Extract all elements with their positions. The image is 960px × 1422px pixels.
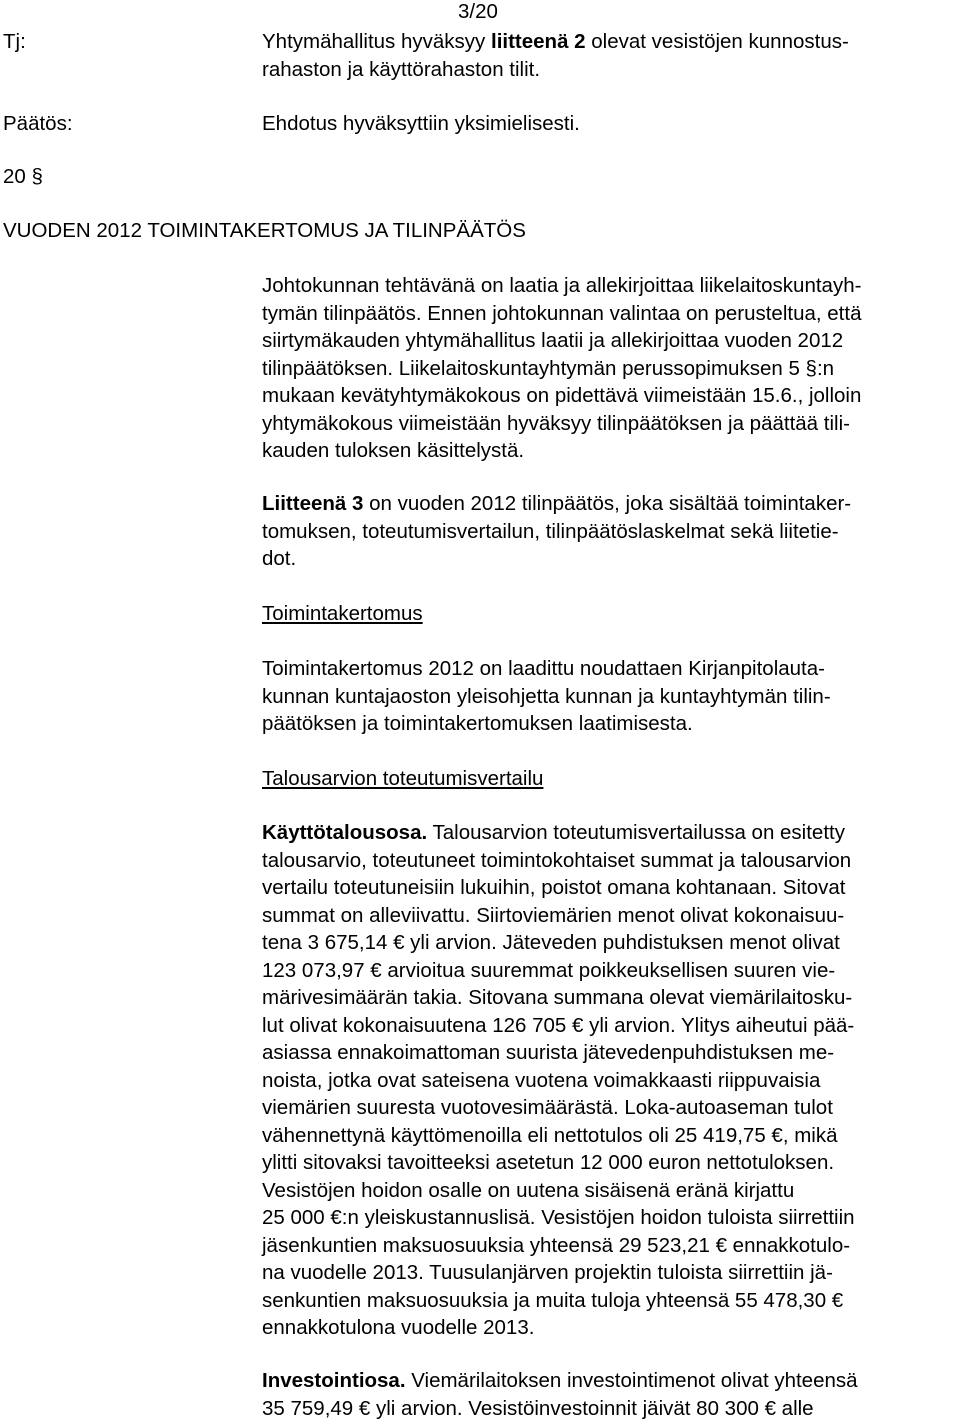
attachment-ref-3: Liitteenä 3 <box>262 492 363 515</box>
tj-line-2: rahaston ja käyttörahaston tilit. <box>262 56 958 84</box>
intro-line: tilinpäätöksen. Liikelaitoskuntayhtymän perussopimuksen 5 §:n <box>262 355 958 383</box>
toimintakertomus-paragraph <box>262 655 958 738</box>
kayttotalous-line-1: Käyttötalousosa. Talousarvion toteutumisvertailussa on esitetty <box>262 819 958 847</box>
page-number: 3/20 <box>458 0 498 26</box>
kayttotalous-line: 25 000 €:n yleiskustannuslisä. Vesistöjen hoidon tuloista siirrettiin <box>262 1204 958 1232</box>
intro-line: mukaan kevätyhtymäkokous on pidettävä viimeistään 15.6., jolloin <box>262 382 958 410</box>
toimintakertomus-line: päätöksen ja toimintakertomuksen laatimisesta. <box>262 710 958 738</box>
attachment-ref-2: liitteenä 2 <box>491 30 586 53</box>
kayttotalous-line: senkuntien maksuosuuksia ja muita tuloja yhteensä 55 478,30 € <box>262 1287 958 1315</box>
tj-line-1: Yhtymähallitus hyväksyy liitteenä 2 olevat vesistöjen kunnostus- <box>262 28 958 56</box>
attachment-line-3: dot. <box>262 545 958 573</box>
kayttotalous-line: na vuodelle 2013. Tuusulanjärven projektin tuloista siirrettiin jä- <box>262 1259 958 1287</box>
kayttotalous-line: viemärien suuresta vuotovesimäärästä. Loka-autoaseman tulot <box>262 1094 958 1122</box>
kayttotalous-line: talousarvio, toteutuneet toimintokohtaiset summat ja talousarvion <box>262 847 958 875</box>
kayttotalous-line: noista, jotka ovat sateisena vuotena voimakkaasti riippuvaisia <box>262 1067 958 1095</box>
investointi-lead: Investointiosa. <box>262 1369 406 1392</box>
section-number: 20 § <box>3 163 43 191</box>
talousarvio-heading: Talousarvion toteutumisvertailu <box>262 765 543 793</box>
intro-line: kauden tuloksen käsittelystä. <box>262 437 958 465</box>
paatos-label: Päätös: <box>3 110 73 138</box>
paatos-text: Ehdotus hyväksyttiin yksimielisesti. <box>262 110 580 138</box>
kayttotalous-paragraph <box>262 819 958 1342</box>
investointi-line-2: 35 759,49 € yli arvion. Vesistöinvestoinnit jäivät 80 300 € alle <box>262 1395 958 1422</box>
kayttotalous-lead: Käyttötalousosa. <box>262 821 427 844</box>
tj-label: Tj: <box>3 28 26 56</box>
kayttotalous-line: 123 073,97 € arvioitua suuremmat poikkeuksellisen suuren vie- <box>262 957 958 985</box>
intro-line: yhtymäkokous viimeistään hyväksyy tilinpäätöksen ja päättää tili- <box>262 410 958 438</box>
kayttotalous-line: märivesimäärän takia. Sitovana summana olevat viemärilaitosku- <box>262 984 958 1012</box>
toimintakertomus-line: Toimintakertomus 2012 on laadittu noudattaen Kirjanpitolauta- <box>262 655 958 683</box>
kayttotalous-line: ennakkotulona vuodelle 2013. <box>262 1314 958 1342</box>
toimintakertomus-heading: Toimintakertomus <box>262 600 423 628</box>
kayttotalous-line: jäsenkuntien maksuosuuksia yhteensä 29 523,21 € ennakkotulo- <box>262 1232 958 1260</box>
kayttotalous-line: vertailu toteutuneisiin lukuihin, poistot omana kohtanaan. Sitovat <box>262 874 958 902</box>
tj-text <box>262 28 958 83</box>
kayttotalous-line: lut olivat kokonaisuutena 126 705 € yli arvion. Ylitys aiheutui pää- <box>262 1012 958 1040</box>
section-title: VUODEN 2012 TOIMINTAKERTOMUS JA TILINPÄÄTÖS <box>3 217 526 245</box>
investointi-line-1: Investointiosa. Viemärilaitoksen investointimenot olivat yhteensä <box>262 1367 958 1395</box>
attachment-line-1: Liitteenä 3 on vuoden 2012 tilinpäätös, joka sisältää toimintaker- <box>262 490 958 518</box>
kayttotalous-line: tena 3 675,14 € yli arvion. Jäteveden puhdistuksen menot olivat <box>262 929 958 957</box>
intro-line: siirtymäkauden yhtymähallitus laatii ja allekirjoittaa vuoden 2012 <box>262 327 958 355</box>
kayttotalous-line: asiassa ennakoimattoman suurista jätevedenpuhdistuksen me- <box>262 1039 958 1067</box>
intro-line: Johtokunnan tehtävänä on laatia ja allekirjoittaa liikelaitoskuntayh- <box>262 272 958 300</box>
kayttotalous-line: ylitti sitovaksi tavoitteeksi asetetun 12 000 euron nettotuloksen. <box>262 1149 958 1177</box>
toimintakertomus-line: kunnan kuntajaoston yleisohjetta kunnan ja kuntayhtymän tilin- <box>262 683 958 711</box>
kayttotalous-line: vähennettynä käyttömenoilla eli nettotulos oli 25 419,75 €, mikä <box>262 1122 958 1150</box>
attachment-paragraph <box>262 490 958 573</box>
investointi-paragraph <box>262 1367 958 1422</box>
kayttotalous-line: Vesistöjen hoidon osalle on uutena sisäisenä eränä kirjattu <box>262 1177 958 1205</box>
intro-line: tymän tilinpäätös. Ennen johtokunnan valintaa on perusteltua, että <box>262 300 958 328</box>
intro-paragraph <box>262 272 958 465</box>
kayttotalous-line: summat on alleviivattu. Siirtoviemärien menot olivat kokonaisuu- <box>262 902 958 930</box>
attachment-line-2: tomuksen, toteutumisvertailun, tilinpäätöslaskelmat sekä liitetie- <box>262 518 958 546</box>
